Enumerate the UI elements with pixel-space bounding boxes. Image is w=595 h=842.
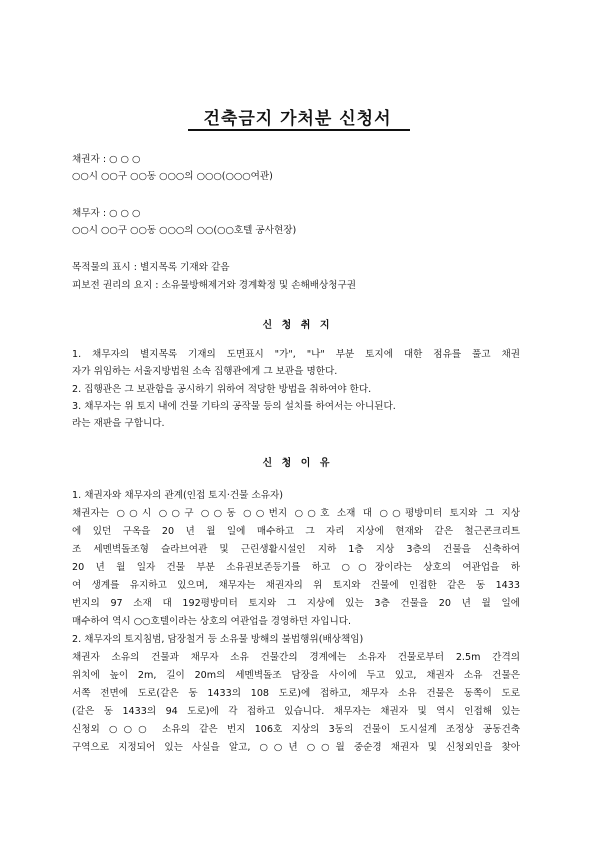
reasons-line: 채권자는 ○○시 ○○구 ○○동 ○○번지 ○○호 소재 대 ○○평방미터 토지와 그 지상 (72, 508, 520, 519)
purpose-line: 1. 채무자의 별지목록 기재의 도면표시 "가", "나" 부분 토지에 대한 점유를 풀고 채권 (72, 349, 520, 360)
purpose-heading: 신 청 취 지 (262, 320, 333, 331)
reasons-line: 구역으로 지정되어 있는 사실을 알고, ○○년 ○○월 중순경 채권자 및 신청외인을 찾아 (72, 742, 520, 753)
object-display: 목적물의 표시 : 별지목록 기재와 같음 (72, 262, 230, 273)
reasons-line: 에 있던 구옥을 20 년 월 일에 매수하고 그 자리 지상에 현재와 같은 철근콘크리트 (72, 526, 520, 537)
creditor-name: 채권자 : ○ ○ ○ (72, 154, 141, 165)
debtor-name: 채무자 : ○ ○ ○ (72, 208, 141, 219)
purpose-line: 라는 재판을 구합니다. (72, 418, 165, 429)
reasons-line: 신청외 ○○○ 소유의 같은 번지 106호 지상의 3동의 건물이 도시설계 조정상 공동건축 (72, 724, 520, 735)
reasons-line: 위치에 높이 2m, 길이 20m의 세멘벽돌조 담장을 사이에 두고 있고, 채권자 소유 건물은 (72, 670, 520, 681)
document-title: 건축금지 가처분 신청서 (203, 109, 392, 129)
reasons-line: (같은 동 1433의 94 도로)에 각 접하고 있습니다. 채무자는 채권자 및 역시 인접해 있는 (72, 706, 520, 717)
preserved-right-summary: 피보전 권리의 요지 : 소유물방해제거와 경계확정 및 손해배상청구권 (72, 280, 357, 291)
reasons-line: 서쪽 전면에 도로(같은 동 1433의 108 도로)에 접하고, 채무자 소유 건물은 동쪽이 도로 (72, 688, 520, 699)
title-underline (188, 129, 410, 131)
reasons-heading: 신 청 이 유 (262, 458, 333, 469)
reasons-line: 20 년 월 일자 건물 부분 소유권보존등기를 하고 ○○장이라는 상호의 여관업을 하 (72, 562, 520, 573)
creditor-address: ○○시 ○○구 ○○동 ○○○의 ○○○(○○○여관) (72, 171, 273, 182)
purpose-line: 2. 집행관은 그 보관함을 공시하기 위하여 적당한 방법을 취하여야 한다. (72, 384, 372, 395)
reasons-line: 여 생계를 유지하고 있으며, 채무자는 채권자의 위 토지와 건물에 인접한 같은 동 1433 (72, 580, 520, 591)
purpose-line: 3. 채무자는 위 토지 내에 건물 기타의 공작물 등의 설치를 하여서는 아니된다. (72, 401, 396, 412)
reasons-line: 조 세멘벽돌조형 슬라브여관 및 근린생활시설인 지하 1층 지상 3층의 건물을 신축하여 (72, 544, 520, 555)
purpose-line: 자가 위임하는 서울지방법원 소속 집행관에게 그 보관을 명한다. (72, 366, 338, 377)
reasons-line: 1. 채권자와 채무자의 관계(인접 토지·건물 소유자) (72, 490, 284, 501)
reasons-line: 채권자 소유의 건물과 채무자 소유 건물간의 경계에는 소유자 건물로부터 2.5m 간격의 (72, 652, 520, 663)
reasons-line: 매수하여 역시 ○○호텔이라는 상호의 여관업을 경영하던 자입니다. (72, 616, 352, 627)
debtor-address: ○○시 ○○구 ○○동 ○○○의 ○○(○○호텔 공사현장) (72, 225, 297, 236)
reasons-line: 2. 채무자의 토지침범, 담장철거 등 소유물 방해의 불법행위(배상책임) (72, 634, 364, 645)
reasons-line: 번지의 97 소재 대 192평방미터 토지와 그 지상에 있는 3층 건물을 20 년 월 일에 (72, 598, 520, 609)
